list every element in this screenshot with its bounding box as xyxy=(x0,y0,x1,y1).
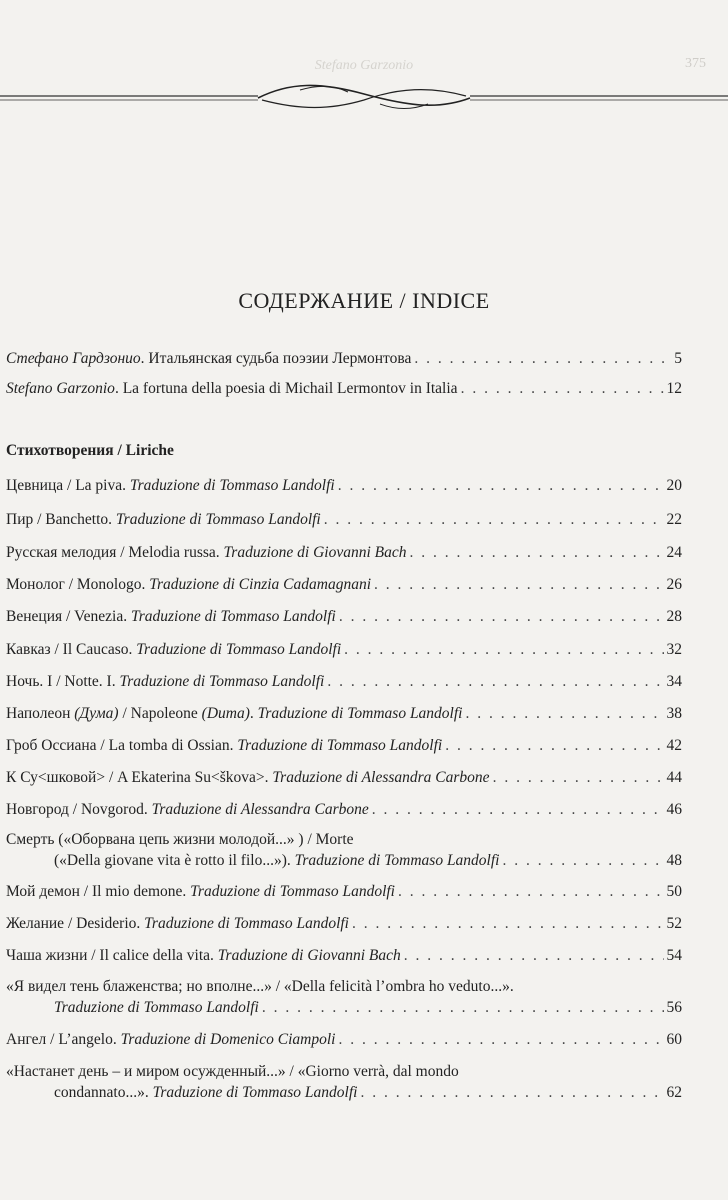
entry-page: 22 xyxy=(666,511,682,528)
entry-page: 26 xyxy=(666,576,682,593)
entry-page: 50 xyxy=(666,883,682,900)
entry-page: 38 xyxy=(666,705,682,722)
toc-line xyxy=(6,639,682,660)
dot-leader xyxy=(410,542,664,563)
entry-translator: Traduzione di Tommaso Landolfi xyxy=(152,1084,358,1101)
dot-leader xyxy=(327,671,663,692)
dot-leader xyxy=(404,945,664,966)
toc-entry xyxy=(6,881,682,902)
entry-page: 48 xyxy=(666,852,682,869)
entry-page: 54 xyxy=(666,947,682,964)
entry-page: 24 xyxy=(666,544,682,561)
dot-leader xyxy=(360,1082,663,1103)
toc-entry xyxy=(6,542,682,563)
dot-leader xyxy=(372,799,664,820)
dot-leader xyxy=(493,767,664,788)
entry-translator: Traduzione di Tommaso Landolfi xyxy=(130,608,336,625)
entry-author: Stefano Garzonio xyxy=(6,380,115,397)
toc-line xyxy=(6,997,682,1018)
dot-leader xyxy=(352,913,664,934)
entry-title-text: К Су<шковой> / A Ekaterina Su<škova>. xyxy=(6,769,273,786)
toc-line xyxy=(6,735,682,756)
entry-title-text: Мой демон / Il mio demone. xyxy=(6,883,191,900)
entry-title-text: . La fortuna della poesia di Michail Lermontov in Italia xyxy=(114,380,458,397)
toc-entry xyxy=(6,509,682,530)
toc-line xyxy=(6,799,682,820)
entry-title-text: . xyxy=(249,705,258,722)
entry-title xyxy=(6,509,321,530)
entry-first-line: «Я видел тень блаженства; но вполне...» / «Della felicità l’ombra ho veduto...». xyxy=(6,978,514,995)
entry-title xyxy=(6,881,395,902)
entry-title-text: Новгород / Novgorod. xyxy=(6,801,152,818)
entry-title xyxy=(54,1082,357,1103)
dot-leader xyxy=(374,574,663,595)
entry-title xyxy=(6,767,490,788)
entry-page: 28 xyxy=(666,608,682,625)
toc-entry xyxy=(6,1029,682,1050)
dot-leader xyxy=(324,509,664,530)
entry-title-text: Кавказ / Il Caucaso. xyxy=(6,641,137,658)
entry-translator: Traduzione di Tommaso Landolfi xyxy=(294,852,500,869)
entry-page: 34 xyxy=(666,673,682,690)
toc-line xyxy=(6,945,682,966)
entry-title-italic: (Duma) xyxy=(201,705,250,722)
toc-line xyxy=(6,574,682,595)
toc-line xyxy=(6,542,682,563)
toc-entry xyxy=(6,735,682,756)
toc-line xyxy=(6,767,682,788)
toc-line xyxy=(6,881,682,902)
entry-page: 42 xyxy=(666,737,682,754)
entry-title xyxy=(6,378,458,399)
entry-title-text: / Napoleone xyxy=(118,705,202,722)
dot-leader xyxy=(344,639,663,660)
toc-entry xyxy=(6,639,682,660)
entry-author: Стефано Гардзонио xyxy=(6,350,141,367)
entry-translator: Traduzione di Domenico Ciampoli xyxy=(120,1031,336,1048)
toc-line xyxy=(6,1082,682,1103)
entry-translator: Traduzione di Tommaso Landolfi xyxy=(129,477,335,494)
toc-entry xyxy=(6,829,682,871)
dot-leader xyxy=(338,475,664,496)
toc-entry xyxy=(6,703,682,724)
toc-line xyxy=(6,671,682,692)
entry-title xyxy=(6,639,341,660)
toc-entry xyxy=(6,671,682,692)
toc-entry xyxy=(6,606,682,627)
running-head: Stefano Garzonio xyxy=(314,58,414,73)
entry-title-text: Русская мелодия / Melodia russa. xyxy=(6,544,224,561)
toc-entry xyxy=(6,1061,682,1103)
dot-leader xyxy=(338,1029,663,1050)
entry-page: 20 xyxy=(666,477,682,494)
entry-title-text: Чаша жизни / Il calice della vita. xyxy=(6,947,218,964)
entry-title xyxy=(6,703,462,724)
entry-title-text: Ночь. I / Notte. I. xyxy=(6,673,120,690)
entry-page: 46 xyxy=(666,801,682,818)
toc-line xyxy=(6,850,682,871)
dot-leader xyxy=(398,881,664,902)
dot-leader xyxy=(339,606,664,627)
toc-entry xyxy=(6,945,682,966)
entry-title xyxy=(6,945,401,966)
entry-translator: Traduzione di Giovanni Bach xyxy=(217,947,401,964)
entry-translator: Traduzione di Tommaso Landolfi xyxy=(54,999,259,1016)
toc-entry xyxy=(6,378,682,399)
entry-title xyxy=(6,475,335,496)
toc-entry xyxy=(6,767,682,788)
dot-leader xyxy=(262,997,664,1018)
entry-title xyxy=(6,542,407,563)
toc-entry xyxy=(6,799,682,820)
entry-title xyxy=(54,850,499,871)
toc-entry xyxy=(6,348,682,369)
entry-translator: Traduzione di Tommaso Landolfi xyxy=(119,673,325,690)
entry-title-text: Венеция / Venezia. xyxy=(6,608,131,625)
entry-translator: Traduzione di Tommaso Landolfi xyxy=(136,641,342,658)
entry-title-text: («Della giovane vita è rotto il filo...»). xyxy=(54,852,295,869)
dot-leader xyxy=(445,735,663,756)
toc-entry xyxy=(6,475,682,496)
entry-page: 60 xyxy=(666,1031,682,1048)
entry-translator: Traduzione di Tommaso Landolfi xyxy=(257,705,463,722)
entry-translator: Traduzione di Alessandra Carbone xyxy=(151,801,369,818)
entry-title-text: Монолог / Monologo. xyxy=(6,576,150,593)
entry-first-line: «Настанет день – и миром осужденный...» / «Giorno verrà, dal mondo xyxy=(6,1063,459,1080)
toc-line xyxy=(6,509,682,530)
toc-line xyxy=(6,703,682,724)
entry-page: 56 xyxy=(666,999,682,1016)
entry-title xyxy=(6,799,369,820)
page-number: 375 xyxy=(685,56,706,71)
entry-page: 32 xyxy=(666,641,682,658)
toc-line xyxy=(6,1029,682,1050)
toc-line xyxy=(6,913,682,934)
entry-title xyxy=(6,606,336,627)
entry-title-text: Желание / Desiderio. xyxy=(6,915,145,932)
entry-title-italic: (Дума) xyxy=(74,705,119,722)
entry-title xyxy=(6,574,371,595)
entry-translator: Traduzione di Alessandra Carbone xyxy=(272,769,490,786)
entry-title-text: Пир / Banchetto. xyxy=(6,511,116,528)
entry-page: 44 xyxy=(666,769,682,786)
toc-entry xyxy=(6,976,682,1018)
entry-first-line: Смерть («Оборвана цепь жизни молодой...» ) / Morte xyxy=(6,831,354,848)
entry-title xyxy=(6,735,442,756)
toc-line xyxy=(6,378,682,399)
dot-leader xyxy=(465,703,663,724)
entry-title-text: condannato...». xyxy=(54,1084,153,1101)
entry-page: 62 xyxy=(666,1084,682,1101)
toc-line xyxy=(6,606,682,627)
entry-translator: Traduzione di Tommaso Landolfi xyxy=(115,511,321,528)
entry-title xyxy=(6,671,324,692)
ornament-divider-icon xyxy=(0,76,728,116)
entry-title-text: Наполеон xyxy=(6,705,75,722)
entry-title xyxy=(6,1029,335,1050)
entry-translator: Traduzione di Tommaso Landolfi xyxy=(190,883,395,900)
entry-title xyxy=(6,348,411,369)
entry-title-text: . Итальянская судьба поэзии Лермонтова xyxy=(140,350,412,367)
entry-translator: Traduzione di Tommaso Landolfi xyxy=(144,915,349,932)
dot-leader xyxy=(414,348,671,369)
entry-page: 52 xyxy=(666,915,682,932)
section-heading: Стихотворения / Liriche xyxy=(6,442,174,459)
toc-line xyxy=(6,348,682,369)
toc-title: СОДЕРЖАНИЕ / INDICE xyxy=(238,288,490,313)
entry-title-text: Цевница / La piva. xyxy=(6,477,130,494)
toc-entry xyxy=(6,913,682,934)
entry-title xyxy=(54,997,259,1018)
entry-page: 5 xyxy=(674,350,682,367)
dot-leader xyxy=(461,378,664,399)
entry-title-text: Гроб Оссиана / La tomba di Ossian. xyxy=(6,737,238,754)
entry-title xyxy=(6,913,349,934)
entry-title-text: Ангел / L’angelo. xyxy=(6,1031,121,1048)
entry-translator: Traduzione di Cinzia Cadamagnani xyxy=(149,576,372,593)
entry-page: 12 xyxy=(666,380,682,397)
dot-leader xyxy=(502,850,663,871)
toc-line xyxy=(6,475,682,496)
entry-translator: Traduzione di Giovanni Bach xyxy=(223,544,407,561)
toc-entry xyxy=(6,574,682,595)
entry-translator: Traduzione di Tommaso Landolfi xyxy=(237,737,443,754)
